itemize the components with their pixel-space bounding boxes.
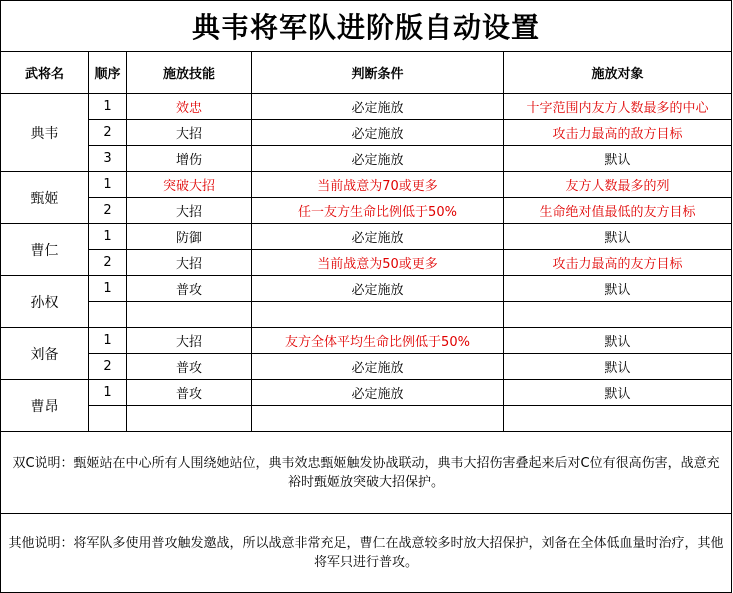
table-row — [1, 146, 732, 172]
condition-cell[interactable]: 当前战意为70或更多 — [252, 172, 504, 198]
skill-cell[interactable]: 防御 — [127, 224, 252, 250]
condition-cell[interactable]: 必定施放 — [252, 94, 504, 120]
condition-cell[interactable]: 友方全体平均生命比例低于50% — [252, 328, 504, 354]
skill-cell[interactable]: 大招 — [127, 120, 252, 146]
skill-cell[interactable] — [127, 302, 252, 328]
other-note[interactable]: 其他说明：将军队多使用普攻触发邀战，所以战意非常充足，曹仁在战意较多时放大招保护，刘备在全体低血量时治疗，其他将军只进行普攻。 — [1, 514, 732, 593]
target-cell[interactable]: 默认 — [504, 380, 732, 406]
skill-cell[interactable]: 普攻 — [127, 380, 252, 406]
order-cell[interactable] — [89, 302, 127, 328]
condition-cell[interactable]: 必定施放 — [252, 146, 504, 172]
note-row — [1, 432, 732, 514]
table-row — [1, 328, 732, 354]
target-cell[interactable]: 十字范围内友方人数最多的中心 — [504, 94, 732, 120]
target-cell[interactable]: 攻击力最高的友方目标 — [504, 250, 732, 276]
skill-cell[interactable]: 大招 — [127, 198, 252, 224]
order-cell[interactable]: 1 — [89, 328, 127, 354]
order-cell[interactable]: 2 — [89, 198, 127, 224]
condition-cell[interactable]: 必定施放 — [252, 354, 504, 380]
skill-cell[interactable]: 效忠 — [127, 94, 252, 120]
skill-cell[interactable]: 大招 — [127, 328, 252, 354]
table-row — [1, 198, 732, 224]
general-name[interactable]: 孙权 — [1, 276, 89, 328]
condition-cell[interactable]: 必定施放 — [252, 380, 504, 406]
table-row — [1, 276, 732, 302]
target-cell[interactable]: 友方人数最多的列 — [504, 172, 732, 198]
order-cell[interactable]: 1 — [89, 276, 127, 302]
condition-cell[interactable]: 必定施放 — [252, 120, 504, 146]
general-name[interactable]: 刘备 — [1, 328, 89, 380]
header-general: 武将名 — [1, 52, 89, 94]
skill-cell[interactable]: 增伤 — [127, 146, 252, 172]
general-name[interactable]: 甄姬 — [1, 172, 89, 224]
order-cell[interactable]: 2 — [89, 354, 127, 380]
condition-cell[interactable]: 必定施放 — [252, 224, 504, 250]
skill-cell[interactable]: 大招 — [127, 250, 252, 276]
order-cell[interactable]: 1 — [89, 94, 127, 120]
target-cell[interactable]: 默认 — [504, 354, 732, 380]
header-skill: 施放技能 — [127, 52, 252, 94]
condition-cell[interactable]: 任一友方生命比例低于50% — [252, 198, 504, 224]
order-cell[interactable]: 1 — [89, 172, 127, 198]
order-cell[interactable]: 2 — [89, 250, 127, 276]
table-row — [1, 250, 732, 276]
skill-cell[interactable]: 突破大招 — [127, 172, 252, 198]
general-name[interactable]: 曹仁 — [1, 224, 89, 276]
order-cell[interactable]: 2 — [89, 120, 127, 146]
skill-cell[interactable]: 普攻 — [127, 354, 252, 380]
target-cell[interactable] — [504, 302, 732, 328]
target-cell[interactable]: 默认 — [504, 276, 732, 302]
target-cell[interactable]: 默认 — [504, 224, 732, 250]
order-cell[interactable]: 3 — [89, 146, 127, 172]
note-row — [1, 514, 732, 593]
table-row — [1, 406, 732, 432]
target-cell[interactable]: 默认 — [504, 146, 732, 172]
skill-cell[interactable] — [127, 406, 252, 432]
table-row — [1, 302, 732, 328]
header-target: 施放对象 — [504, 52, 732, 94]
condition-cell[interactable]: 必定施放 — [252, 276, 504, 302]
table-row — [1, 354, 732, 380]
order-cell[interactable]: 1 — [89, 380, 127, 406]
condition-cell[interactable] — [252, 302, 504, 328]
condition-cell[interactable] — [252, 406, 504, 432]
header-condition: 判断条件 — [252, 52, 504, 94]
header-order: 顺序 — [89, 52, 127, 94]
general-name[interactable]: 典韦 — [1, 94, 89, 172]
target-cell[interactable]: 生命绝对值最低的友方目标 — [504, 198, 732, 224]
table-row — [1, 380, 732, 406]
table-row — [1, 224, 732, 250]
target-cell[interactable] — [504, 406, 732, 432]
table-row — [1, 172, 732, 198]
condition-cell[interactable]: 当前战意为50或更多 — [252, 250, 504, 276]
target-cell[interactable]: 默认 — [504, 328, 732, 354]
table-row — [1, 94, 732, 120]
general-name[interactable]: 曹昂 — [1, 380, 89, 432]
order-cell[interactable]: 1 — [89, 224, 127, 250]
page-title: 典韦将军队进阶版自动设置 — [1, 1, 732, 52]
table-row — [1, 120, 732, 146]
target-cell[interactable]: 攻击力最高的敌方目标 — [504, 120, 732, 146]
order-cell[interactable] — [89, 406, 127, 432]
dual-c-note[interactable]: 双C说明：甄姬站在中心所有人围绕她站位，典韦效忠甄姬触发协战联动，典韦大招伤害叠起来后对C位有很高伤害，战意充裕时甄姬放突破大招保护。 — [1, 432, 732, 514]
skill-cell[interactable]: 普攻 — [127, 276, 252, 302]
